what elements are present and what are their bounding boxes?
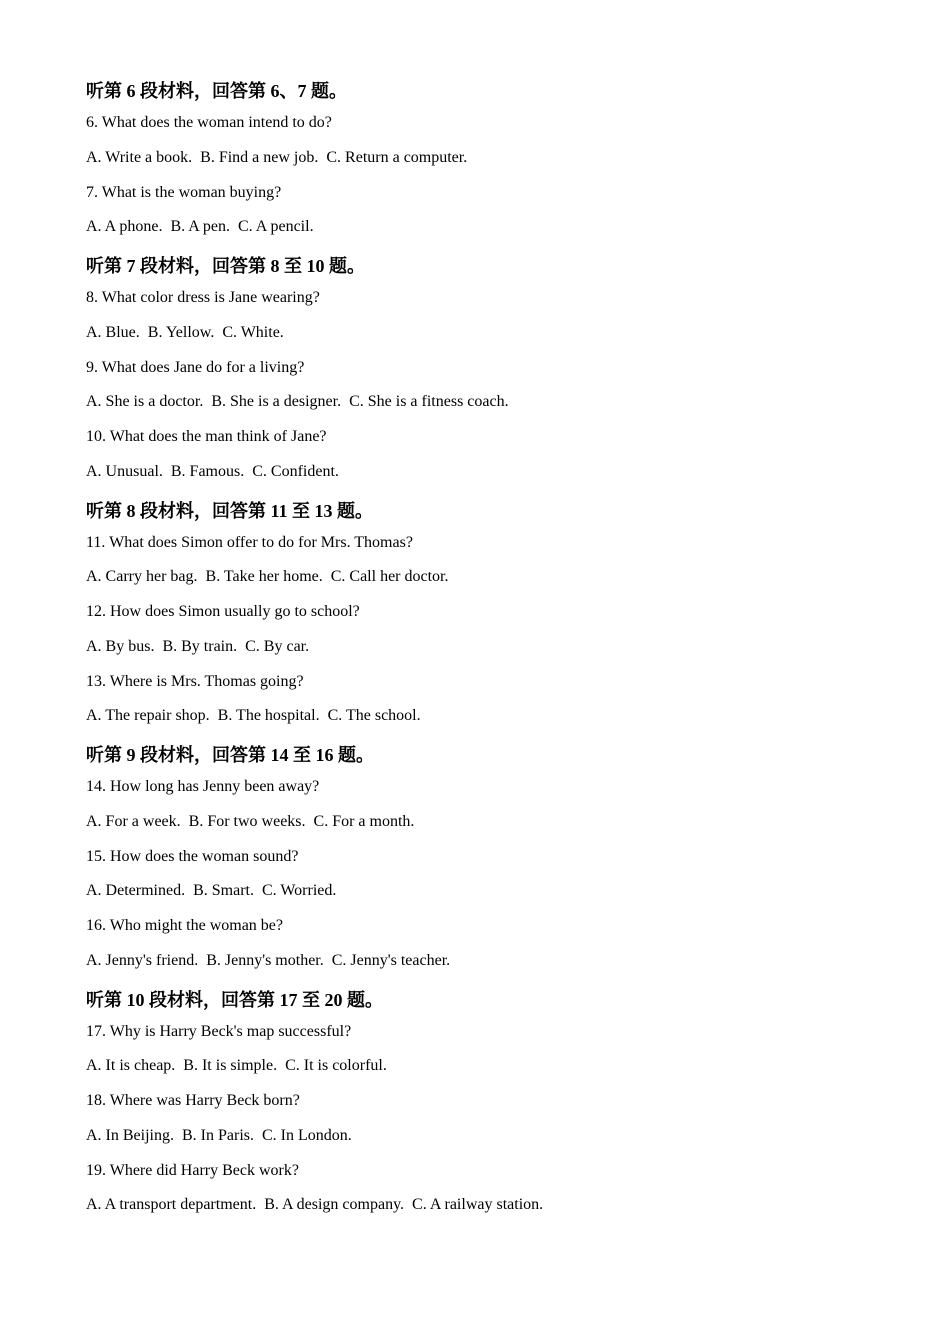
section-9 bbox=[86, 740, 886, 972]
options-16: A. Jenny's friend. B. Jenny's mother. C. Jenny's teacher. bbox=[86, 951, 451, 969]
question-16: 16. Who might the woman be? bbox=[86, 917, 283, 934]
options-18: A. In Beijing. B. In Paris. C. In London. bbox=[86, 1126, 352, 1144]
section-heading: 听第 8 段材料，回答第 11 至 13 题。 bbox=[86, 500, 374, 521]
question-11: 11. What does Simon offer to do for Mrs. Thomas? bbox=[86, 533, 413, 551]
question-17: 17. Why is Harry Beck's map successful? bbox=[86, 1022, 352, 1040]
question-15: 15. How does the woman sound? bbox=[86, 847, 299, 865]
section-10 bbox=[86, 985, 886, 1217]
options-7: A. A phone. B. A pen. C. A pencil. bbox=[86, 218, 314, 236]
section-heading: 听第 9 段材料，回答第 14 至 16 题。 bbox=[86, 745, 374, 765]
document-page bbox=[86, 76, 886, 1229]
options-15: A. Determined. B. Smart. C. Worried. bbox=[86, 882, 337, 900]
section-heading: 听第 6 段材料，回答第 6、7 题。 bbox=[86, 81, 347, 101]
question-7: 7. What is the woman buying? bbox=[86, 183, 282, 201]
section-7 bbox=[86, 251, 886, 483]
options-11: A. Carry her bag. B. Take her home. C. Call her doctor. bbox=[86, 568, 449, 586]
options-17: A. It is cheap. B. It is simple. C. It is colorful. bbox=[86, 1057, 387, 1075]
question-8: 8. What color dress is Jane wearing? bbox=[86, 289, 320, 306]
question-6: 6. What does the woman intend to do? bbox=[86, 114, 332, 131]
options-13: A. The repair shop. B. The hospital. C. The school. bbox=[86, 707, 421, 725]
section-6 bbox=[86, 76, 886, 238]
question-18: 18. Where was Harry Beck born? bbox=[86, 1092, 300, 1109]
options-6: A. Write a book. B. Find a new job. C. Return a computer. bbox=[86, 148, 468, 166]
question-10: 10. What does the man think of Jane? bbox=[86, 428, 327, 445]
options-8: A. Blue. B. Yellow. C. White. bbox=[86, 323, 284, 341]
question-12: 12. How does Simon usually go to school? bbox=[86, 603, 360, 620]
options-10: A. Unusual. B. Famous. C. Confident. bbox=[86, 462, 339, 480]
options-12: A. By bus. B. By train. C. By car. bbox=[86, 637, 310, 655]
question-19: 19. Where did Harry Beck work? bbox=[86, 1161, 299, 1179]
options-19: A. A transport department. B. A design company. C. A railway station. bbox=[86, 1196, 544, 1214]
question-14: 14. How long has Jenny been away? bbox=[86, 778, 320, 795]
question-13: 13. Where is Mrs. Thomas going? bbox=[86, 672, 304, 690]
options-9: A. She is a doctor. B. She is a designer. C. She is a fitness coach. bbox=[86, 393, 509, 411]
section-8 bbox=[86, 496, 886, 728]
section-heading: 听第 7 段材料，回答第 8 至 10 题。 bbox=[86, 256, 365, 276]
section-heading: 听第 10 段材料，回答第 17 至 20 题。 bbox=[86, 989, 383, 1010]
options-14: A. For a week. B. For two weeks. C. For a month. bbox=[86, 812, 415, 830]
question-9: 9. What does Jane do for a living? bbox=[86, 358, 305, 376]
